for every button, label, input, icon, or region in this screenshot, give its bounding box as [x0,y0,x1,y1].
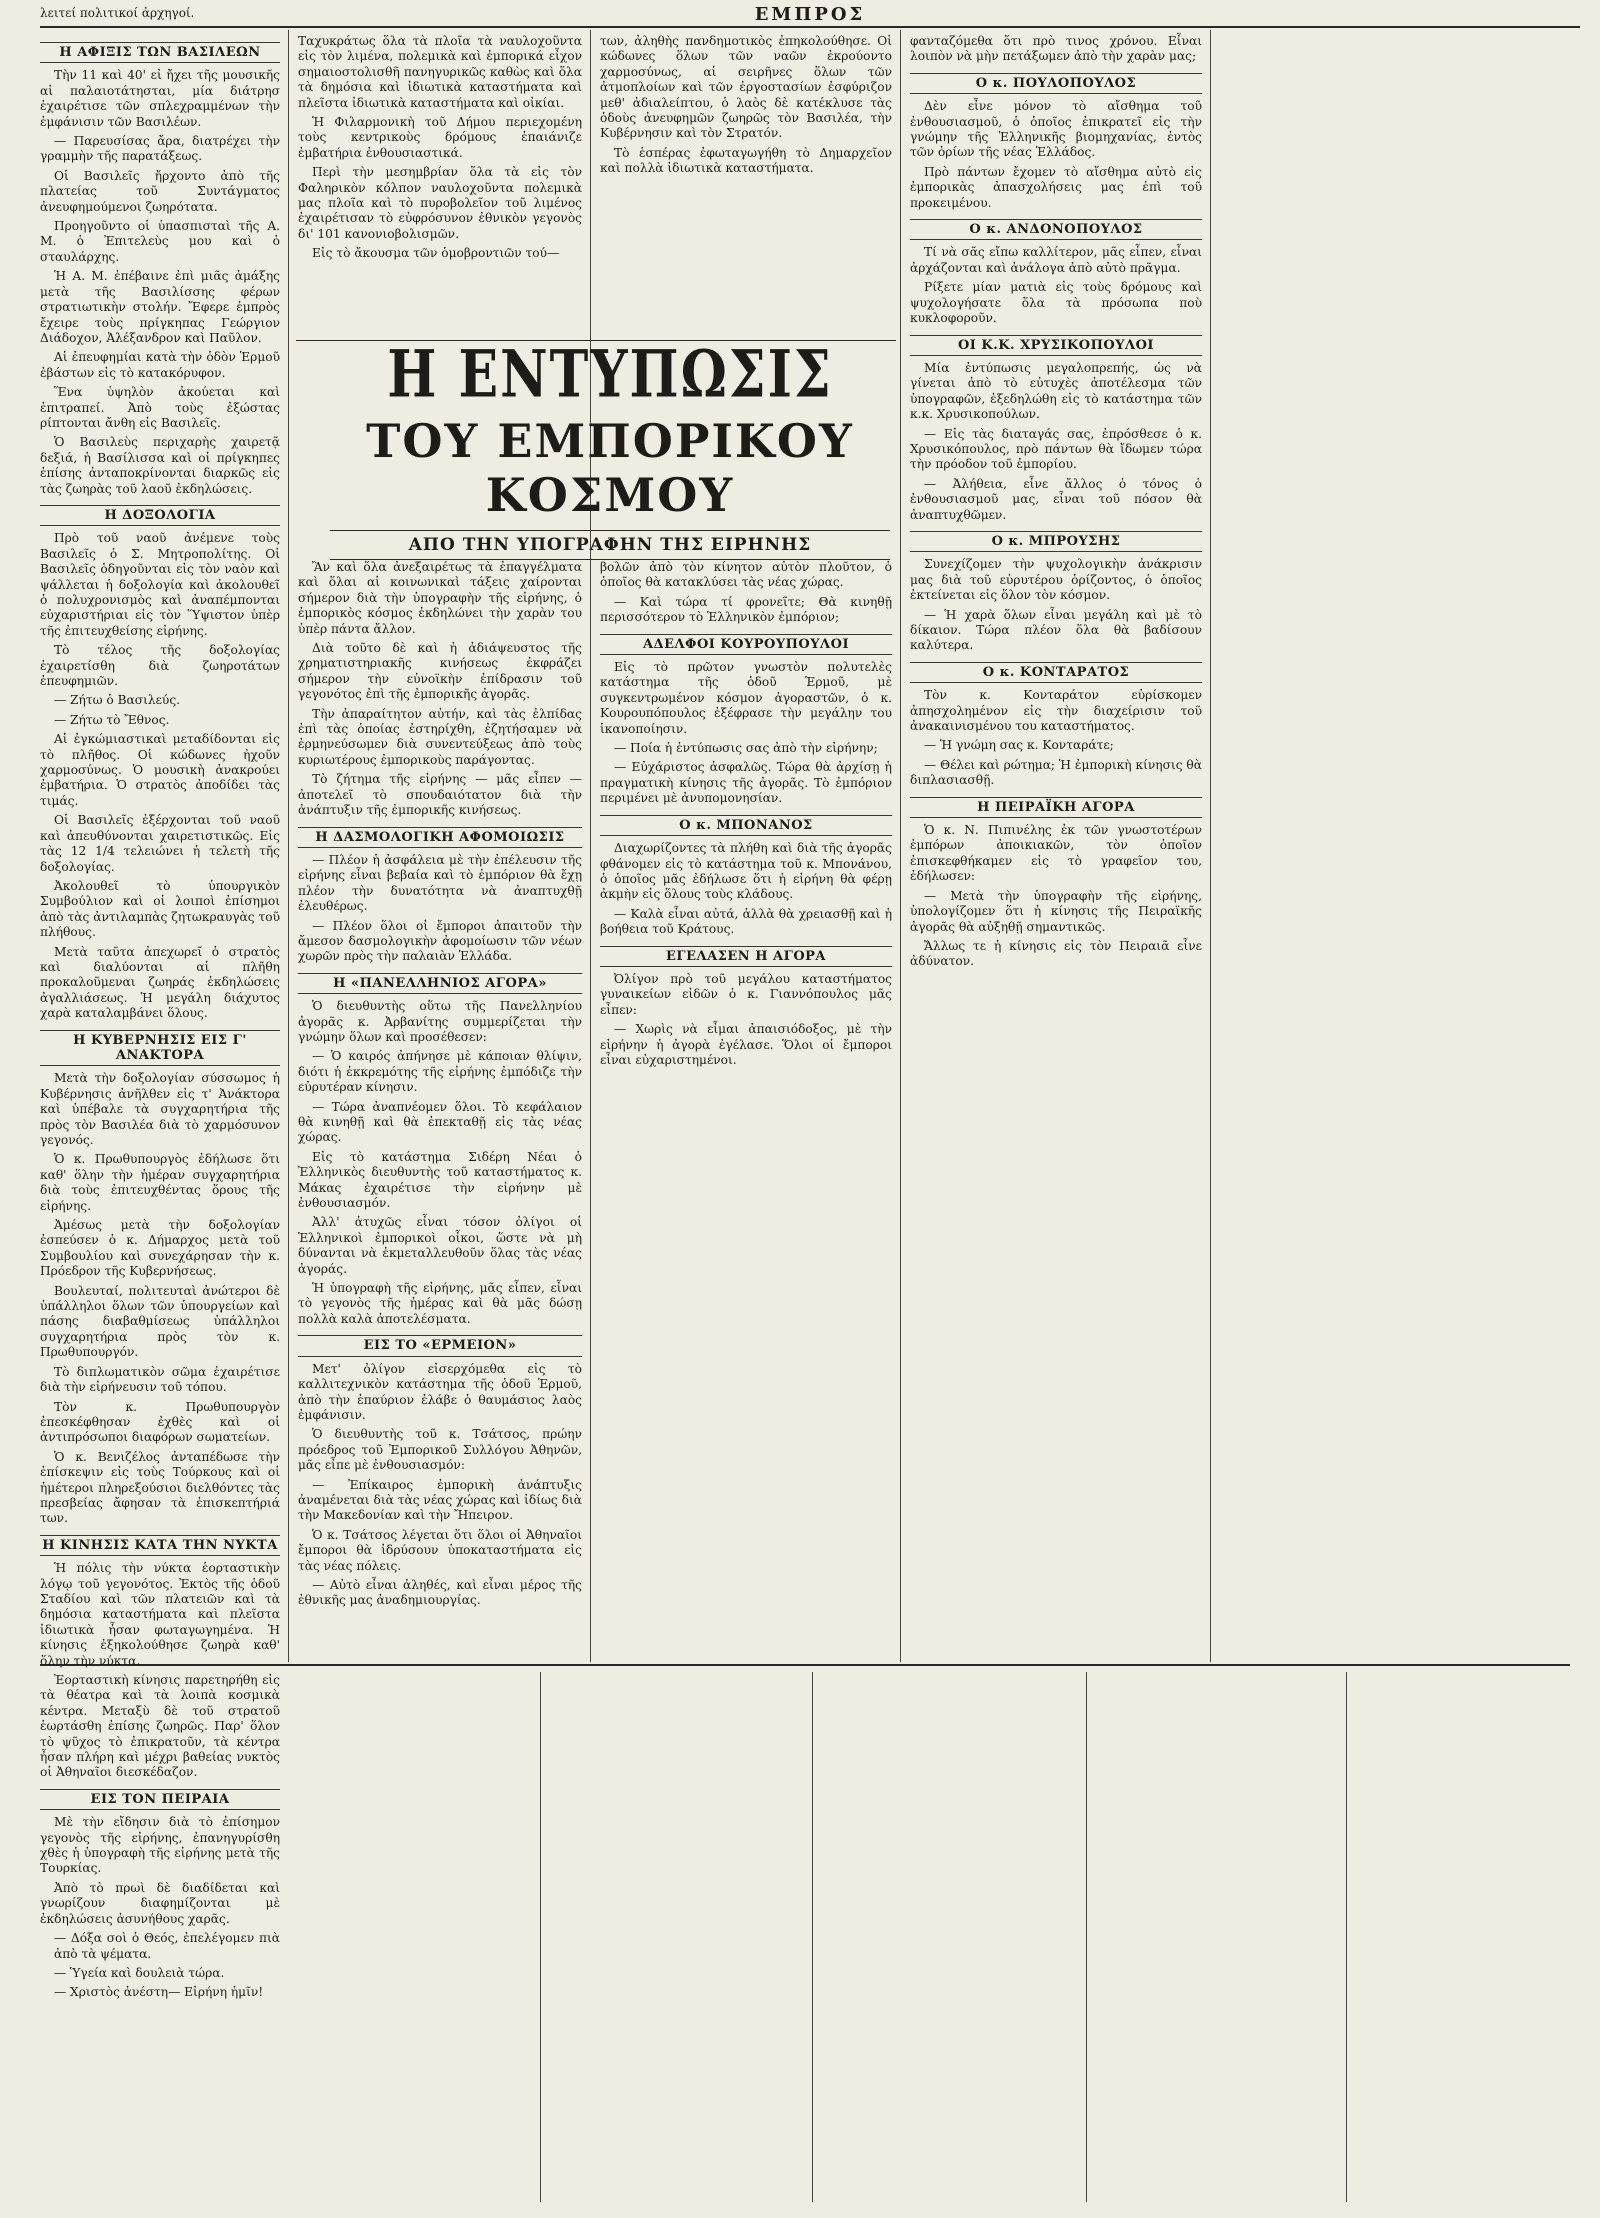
paragraph: Ὁ κ. Ν. Πιπινέλης ἐκ τῶν γνωστοτέρων ἐμπόρων ἀποικιακῶν, τὸν ὁποῖον ἐπισκεφθήκαμεν εἰς τὸ γραφεῖον του, ἐδήλωσεν: [910,823,1202,884]
paragraph: Ἀπὸ τὸ πρωὶ δὲ διαδίδεται καὶ γνωρίζουν διαφημίζονται μὲ ἐκδηλώσεις ἀσυνήθους χαρᾶς. [40,1880,280,1926]
column-rule [1346,1672,1347,2202]
heading-peiraiki-agora: Η ΠΕΙΡΑΪΚΗ ΑΓΟΡΑ [910,797,1202,818]
paragraph: Πρὸ τοῦ ναοῦ ἀνέμενε τοὺς Βασιλεῖς ὁ Σ. Μητροπολίτης. Οἱ Βασιλεῖς ὁδηγοῦνται εἰς τὸν ναὸν καὶ ψάλλεται ἡ δοξολογία καὶ ἀκολουθεῖ ὁ πολυχρονισμὸς καὶ ἀναπέμπονται εὐχαριστήριαι εἰς τὸν Ὕψιστον ὑπὲρ τῆς ἐπιτευχθείσης εἰρήνης. [40,531,280,638]
heading-ermeion: ΕΙΣ ΤΟ «ΕΡΜΕΙΟΝ» [298,1335,582,1356]
paragraph: Οἱ Βασιλεῖς ἐξέρχονται τοῦ ναοῦ καὶ ἀπευθύνονται χαιρετιστικῶς. Εἰς τὰς 12 1/4 τελειώνει ἡ τελετὴ τῆς δοξολογίας. [40,813,280,874]
headline-line-1: Η ΕΝΤΥΠΩΣΙΣ [387,336,833,413]
headline-subtitle: ΑΠΟ ΤΗΝ ΥΠΟΓΡΑΦΗΝ ΤΗΣ ΕΙΡΗΝΗΣ [330,530,890,560]
heading-afixis: Η ΑΦΙΞΙΣ ΤΩΝ ΒΑΣΙΛΕΩΝ [40,42,280,63]
paragraph: Μετὰ ταῦτα ἀπεχωρεῖ ὁ στρατὸς καὶ διαλύονται αἱ πλῆθη προκαλοῦμεναι ζωηράς ἐκδηλώσεις ἀγαλλιάσεως. Ἡ μεγάλη διάχυτος χαρὰ καταλαμβάνει ὅλους. [40,944,280,1021]
column-3-bottom [600,560,892,1660]
dialogue-line: — Χριστὸς ἀνέστη— Εἰρήνη ἡμῖν! [54,1985,264,2000]
paragraph: Ὁ κ. Τσάτσος λέγεται ὅτι ὅλοι οἱ Ἀθηναῖοι ἔμποροι θὰ ἱδρύσουν ὑποκαταστήματα εἰς τὰς νέας πόλεις. [298,1527,582,1573]
column-rule [900,30,901,1662]
paragraph: — Εὐχάριστος ἀσφαλῶς. Τώρα θὰ ἀρχίσῃ ἡ πραγματικὴ κίνησις τῆς ἀγορᾶς. Τὸ ἐμπόριον περιμένει μὲ ἀνυπομονησίαν. [600,760,892,806]
paragraph: Διαχωρίζοντες τὰ πλήθη καὶ διὰ τῆς ἀγορᾶς φθάνομεν εἰς τὸ κατάστημα τοῦ κ. Μπονάνου, ὁ ὁποῖος μᾶς ἐδήλωσε ὅτι ἡ εἰρήνη θὰ φέρῃ ἀκμὴν εἰς ὅλους τοὺς κλάδους. [600,841,892,902]
paragraph: Συνεχίζομεν τὴν ψυχολογικὴν ἀνάκρισιν μας διὰ τοῦ εὐρυτέρου ὁρίζοντος, ὁ ὁποῖος ἐκτείνεται εἰς ὅλον τὸν κόσμον. [910,557,1202,603]
column-4 [910,34,1202,1660]
paragraph: Ὁ διευθυντὴς τοῦ κ. Τσάτσος, πρώην πρόεδρος τοῦ Ἐμπορικοῦ Συλλόγου Ἀθηνῶν, μᾶς εἶπε μὲ ἐνθουσιασμόν: [298,1427,582,1473]
heading-kyvernisis: Η ΚΥΒΕΡΝΗΣΙΣ ΕΙΣ Γ' ΑΝΑΚΤΟΡΑ [40,1030,280,1067]
heading-kinisis: Η ΚΙΝΗΣΙΣ ΚΑΤΑ ΤΗΝ ΝΥΚΤΑ [40,1535,280,1556]
paragraph: Τί νὰ σᾶς εἴπω καλλίτερον, μᾶς εἶπεν, εἶναι ἀρχάζονται καὶ ἀνάλογα ἀπὸ αὐτὸ πρᾶγμα. [910,245,1202,275]
paragraph: Ἀκολουθεῖ τὸ ὑπουργικὸν Συμβούλιον καὶ οἱ λοιποὶ ἐπίσημοι ἀπὸ τὰς ἀντιλαμπὰς ζητωκραυγὰς τοῦ πλήθους. [40,878,280,940]
column-rule [540,1672,541,2202]
paragraph: Αἱ ἐγκώμιαστικαὶ μεταδίδονται εἰς τὸ πλῆθος. Οἱ κώδωνες ἠχοῦν χαρμοσύνως. Ὁ μουσικὴ ἀνακρούει ἐμβατήρια. Ὁ στρατὸς ἀποδίδει τὰς τιμάς. [40,732,280,808]
paragraph: φανταζόμεθα ὅτι πρὸ τινος χρόνου. Εἶναι λοιπὸν νὰ μὴν πετάξωμεν ἀπὸ τὴν χαρὰν μας; [910,34,1202,64]
paragraph: των, ἀληθὴς πανδημοτικὸς ἐπηκολούθησε. Οἱ κώδωνες ὅλων τῶν ναῶν ἐκρούοντο χαρμοσύνως, αἱ σειρῆνες ὅλων τῶν ἀτμοπλοίων καὶ τῶν ἐργοστασίων ἐσφύριζον μεθ' ἀδιαλείπτου, ὁ λαὸς δὲ κατέκλυσε τὰς ὁδοὺς ἀνευφημῶν ζωηρῶς τὸν Βασιλέα, τὴν Κυβέρνησιν καὶ τὸν Στρατόν. [600,34,892,141]
paragraph: — Αὐτὸ εἶναι ἀληθές, καὶ εἶναι μέρος τῆς ἐθνικῆς μας ἀναδημιουργίας. [298,1577,582,1608]
paragraph: — Ἀλήθεια, εἶνε ἄλλος ὁ τόνος ὁ ἐνθουσιασμοῦ μας, εἶναι τοῦ πόσον θὰ ἀναπτυχθῶμεν. [910,476,1202,522]
paragraph: Προηγοῦντο οἱ ὑπασπισταὶ τῆς Α. Μ. ὁ Ἐπιτελεὺς μου καὶ ὁ σταυλάρχης. [40,219,280,264]
paragraph: — Μετὰ τὴν ὑπογραφὴν τῆς εἰρήνης, ὑπολογίζομεν ὅτι ἡ κίνησις τῆς Πειραϊκῆς ἀγορᾶς θὰ αὐξηθῇ σημαντικῶς. [910,888,1202,934]
heading-kontaratos: Ο κ. ΚΟΝΤΑΡΑΤΟΣ [910,662,1202,683]
heading-brousis: Ο κ. ΜΠΡΟΥΣΗΣ [910,531,1202,552]
paragraph: Τὸν κ. Κονταράτον εὑρίσκομεν ἀπησχολημένον εἰς τὴν διαχείρισιν τοῦ ἀνακαινισμένου του καταστήματος. [910,688,1202,734]
masthead-left-text: λειτεί πολιτικοί ἀρχηγοί. [40,6,195,20]
heading-egelasen: ΕΓΕΛΑΣΕΝ Η ΑΓΟΡΑ [600,946,892,967]
heading-doxologia: Η ΔΟΞΟΛΟΓΙΑ [40,505,280,526]
column-rule [288,30,289,1662]
paragraph: — Ἡ γνώμη σας κ. Κονταράτε; [924,738,1114,753]
column-rule [812,1672,813,2202]
paragraph: Εἰς τὸ ἄκουσμα τῶν ὁμοβροντιῶν τού— [312,246,560,261]
dialogue-line: — Ζήτω τὸ Ἔθνος. [54,712,170,727]
dialogue-line: — Ὑγεία καὶ δουλειὰ τώρα. [54,1965,225,1980]
paragraph: — Ποία ἡ ἐντύπωσις σας ἀπὸ τὴν εἰρήνην; [614,741,878,756]
heading-poulopoulos: Ο κ. ΠΟΥΛΟΠΟΥΛΟΣ [910,73,1202,94]
paragraph: Ὁ διευθυντὴς οὕτω τῆς Πανελληνίου ἀγορᾶς κ. Ἀρβανίτης συμμερίζεται τὴν γνώμην ὅλων καὶ προσέθεσεν: [298,999,582,1044]
column-rule [590,30,591,1662]
paragraph: Δὲν εἶνε μόνον τὸ αἴσθημα τοῦ ἐνθουσιασμοῦ, ὁ ὁποῖος ἐπικρατεῖ εἰς τὴν γνώμην τῆς Ἑλληνικῆς βιομηχανίας, ἐντὸς τῶν ὁρίων τῆς νέας Ἑλλάδος. [910,99,1202,160]
masthead [40,6,1580,28]
paragraph: Ἐορταστικὴ κίνησις παρετηρήθη εἰς τὰ θέατρα καὶ τὰ λοιπὰ κοσμικὰ κέντρα. Μεταξὺ δὲ τοῦ στρατοῦ ἑωρτάσθη ἐπίσης ζωηρῶς. Παρ' ὅλον τὸ ψῦχος τὸ ἐπικρατοῦν, τὰ κέντρα ἦσαν πλήρη καὶ μέχρι βαθείας νυκτὸς οἱ Ἀθηναῖοι διεσκέδαζον. [40,1673,280,1780]
paragraph: Ἂν καὶ ὅλα ἀνεξαιρέτως τὰ ἐπαγγέλματα καὶ ὅλαι αἱ κοινωνικαὶ τάξεις χαίρονται σήμερον διὰ τὴν ὑπογραφὴν τῆς εἰρήνης, ὁ ἐμπορικὸς κόσμος ἐκδηλώνει τὴν χαρὰν του ὑπὲρ πάντα ἄλλον. [298,560,582,636]
paragraph: Μετὰ τὴν δοξολογίαν σύσσωμος ἡ Κυβέρνησις ἀνῆλθεν εἰς τ' Ἀνάκτορα καὶ ὑπέβαλε τὰ συγχαρητήρια τῆς πρὸς τὸν Βασιλέα διὰ τὸ χαρμόσυνον γεγονός. [40,1071,280,1147]
paragraph: — Καὶ τώρα τί φρονεῖτε; Θὰ κινηθῇ περισσότερον τὸ Ἑλληνικὸν ἐμπόριον; [600,594,892,625]
paragraph: Ἀλλ' ἀτυχῶς εἶναι τόσον ὀλίγοι οἱ Ἑλληνικοὶ ἐμπορικοὶ οἶκοι, ὥστε νὰ μὴ δύνανται νὰ ἐκμεταλλευθοῦν ὅλας τὰς νέας ἀγοράς. [298,1215,582,1276]
dialogue-line: — Ζήτω ὁ Βασιλεύς. [54,693,181,708]
paragraph: Οἱ Βασιλεῖς ἤρχοντο ἀπὸ τῆς πλατείας τοῦ Συντάγματος ἀνευφημούμενοι ζωηρότατα. [40,168,280,214]
paragraph: Πρὸ πάντων ἔχομεν τὸ αἴσθημα αὐτὸ εἰς ἐμπορικὰς ἀπασχολήσεις μας ἐπὶ τοῦ προκειμένου. [910,164,1202,210]
paragraph: — Πλέον ἡ ἀσφάλεια μὲ τὴν ἐπέλευσιν τῆς εἰρήνης εἶναι βεβαία καὶ τὸ ἐμπόριον θὰ ἔχῃ πλέον τὴν δυνατότητα νὰ ἀναπτυχθῇ ἐλευθέρως. [298,852,582,914]
paragraph: Ταχυκράτως ὅλα τὰ πλοῖα τὰ ναυλοχοῦντα εἰς τὸν λιμένα, πολεμικὰ καὶ ἐμπορικά εἶχον σημαιοστολισθῆ πανηγυρικῶς καθὼς καὶ ὅλα τὰ δημόσια καὶ ἰδιωτικὰ καταστήματα καὶ πλεῖστα ἰδιωτικὰ καταστήματα καὶ οἰκίαι. [298,34,582,110]
paragraph: Τὴν 11 καὶ 40' εἰ ἤχει τῆς μουσικῆς αἱ παλαιοτάτησται, μία διάτρησ ἐχαιρέτισε τῶν σπλεχραμμένων τὴν ἐμφάνισιν τῶν Βασιλέων. [40,68,280,129]
heading-kouroupouloi: ΑΔΕΛΦΟΙ ΚΟΥΡΟΥΠΟΥΛΟΙ [600,634,892,655]
paragraph: Ἡ Φιλαρμονικὴ τοῦ Δήμου περιεχομένη τοὺς κεντρικοὺς δρόμους ἐπαιάνιζε ἐμβατήρια ἐνθουσιαστικά. [298,115,582,160]
paragraph: — Ὁ καιρός ἀπήνησε μὲ κάποιαν θλίψιν, διότι ἡ ἐκκρεμότης τῆς εἰρήνης ἐμπόδιζε τὴν εὐρυτέραν κίνησιν. [298,1049,582,1095]
paragraph: Μετ' ὀλίγον εἰσερχόμεθα εἰς τὸ καλλιτεχνικὸν κατάστημα τῆς ὁδοῦ Ἑρμοῦ, ἀπὸ τὴν ἐπαύριον ἐλάβε ὁ θαυμάσιος λαὸς ἐμφάνισιν. [298,1361,582,1422]
paragraph: Περὶ τὴν μεσημβρίαν ὅλα τὰ εἰς τὸν Φαληρικὸν κόλπον ναυλοχοῦντα πολεμικὰ μας πλοῖα καὶ τὸ πυροβολεῖον τοῦ λιμένος ἐχαιρέτισαν τὸ εὐφρόσυνον ἐθνικὸν γεγονὸς δι' 101 κανονιοβολισμῶν. [298,165,582,241]
paragraph: Ὁ κ. Πρωθυπουργὸς ἐδήλωσε ὅτι καθ' ὅλην τὴν ἡμέραν συγχαρητήρια διὰ τοὺς ἐπιτευχθέντας ὅρους τῆς εἰρήνης. [40,1152,280,1213]
paragraph: Εἰς τὸ κατάστημα Σιδέρη Νέαι ὁ Ἐλληνικὸς διευθυντὴς τοῦ καταστήματος κ. Μάκας ἐχαιρέτισε τὴν εἰρήνην μὲ ἐνθουσιασμόν. [298,1149,582,1211]
paragraph: Βουλευταί, πολιτευταὶ ἀνώτεροι δὲ ὑπάλληλοι ὅλων τῶν ὑπουργείων καὶ πάσης διαβαθμίσεως ὑπάλληλοι συγχαρητήρια πρὸς τὸν κ. Πρωθυπουργόν. [40,1283,280,1360]
paragraph: — Καλὰ εἶναι αὐτά, ἀλλὰ θὰ χρειασθῇ καὶ ἡ βοήθεια τοῦ Κράτους. [600,906,892,937]
column-rule [1210,30,1211,1662]
paragraph: Ἡ ὑπογραφὴ τῆς εἰρήνης, μᾶς εἶπεν, εἶναι τὸ γεγονὸς τῆς ἡμέρας καὶ θὰ μᾶς δώσῃ πολλὰ καλὰ ἀποτελέσματα. [298,1281,582,1326]
paragraph: — Ἐπίκαιρος ἐμπορικὴ ἀνάπτυξις ἀναμένεται διὰ τὰς νέας χώρας καὶ ἰδίως διὰ τὴν Μακεδονίαν καὶ τὴν Ἤπειρον. [298,1477,582,1523]
column-2-bottom [298,560,582,1660]
dialogue-line: — Δόξα σοὶ ὁ Θεός, ἐπελέγομεν πιὰ ἀπὸ τὰ ψέματα. [54,1931,280,1961]
column-3-top [600,34,892,334]
heading-bonanos: Ο κ. ΜΠΟΝΑΝΟΣ [600,815,892,836]
paragraph: Τὸ ζήτημα τῆς εἰρήνης — μᾶς εἶπεν — ἀποτελεῖ τὸ σπουδαιότατον διὰ τὴν ἀνάπτυξιν τῆς ἐμπορικῆς κινήσεως. [298,772,582,818]
column-rule [1086,1672,1087,2202]
heading-panellinios: Η «ΠΑΝΕΛΛΗΝΙΟΣ ΑΓΟΡΑ» [298,973,582,994]
paragraph: — Πλέον ὅλοι οἱ ἔμποροι ἀπαιτοῦν τὴν ἄμεσον δασμολογικὴν ἀφομοίωσιν τῶν νέων χωρῶν πρὸς τὴν παλαιὰν Ἑλλάδα. [298,918,582,964]
headline-line-2: ΤΟΥ ΕΜΠΟΡΙΚΟΥ ΚΟΣΜΟΥ [366,414,854,522]
paragraph: Μὲ τὴν εἴδησιν διὰ τὸ ἐπίσημον γεγονὸς τῆς εἰρήνης, ἐπανηγυρίσθη χθὲς ἡ ὑπογραφὴ τῆς εἰρήνης μετὰ τῆς Τουρκίας. [40,1815,280,1876]
column-2-top [298,34,582,334]
paragraph: — Θέλει καὶ ρώτημα; Ἡ ἐμπορικὴ κίνησις θὰ διπλασιασθῇ. [910,757,1202,788]
heading-chrysikopouloi: ΟΙ Κ.Κ. ΧΡΥΣΙΚΟΠΟΥΛΟΙ [910,335,1202,356]
paragraph: Ἡ πόλις τὴν νύκτα ἑορταστικὴν λόγῳ τοῦ γεγονότος. Ἐκτὸς τῆς ὁδοῦ Σταδίου καὶ τῶν πλατειῶν καὶ τὰ δημόσια καταστήματα καὶ πλεῖστα ἰδιωτικὰ ἦσαν φωταγωγημένα. Ἡ κίνησις ἐξηκολούθησε ζωηρὰ καθ' ὅλην τὴν νύκτα. [40,1561,280,1668]
paragraph: Ἄλλως τε ἡ κίνησις εἰς τὸν Πειραιᾶ εἶνε ἀδύνατον. [910,938,1202,969]
paragraph: Τὸ ἑσπέρας ἐφωταγωγήθη τὸ Δημαρχεῖον καὶ πολλὰ ἰδιωτικὰ καταστήματα. [600,145,892,176]
heading-peiraia: ΕΙΣ ΤΟΝ ΠΕΙΡΑΙΑ [40,1789,280,1810]
paragraph: Ὁ κ. Βενιζέλος ἀνταπέδωσε τὴν ἐπίσκεψιν εἰς τοὺς Τούρκους καὶ οἱ ἡμέτεροι πληρεξούσιοι διελθόντες τὰς πρεσβείας ἄφησαν τὰ ἐπισκεπτήριά των. [40,1449,280,1526]
paragraph: Διὰ τοῦτο δὲ καὶ ἡ ἀδιάψευστος τῆς χρηματιστηριακῆς κινήσεως ἐκφράζει σήμερον τὴν εὐνοϊκὴν ἐπίδρασιν τοῦ γεγονότος ἐπὶ τῆς ἐμπορικῆς ἀγορᾶς. [298,641,582,702]
paragraph: — Χωρὶς νὰ εἶμαι ἀπαισιόδοξος, μὲ τὴν εἰρήνην ἡ ἀγορὰ ἐγέλασε. Ὅλοι οἱ ἔμποροι εἶναι εὐχαριστημένοι. [600,1022,892,1067]
paragraph: Τὸν κ. Πρωθυπουργὸν ἐπεσκέφθησαν ἐχθὲς καὶ οἱ ἀντιπρόσωποι διαφόρων σωματείων. [40,1399,280,1445]
paragraph: — Ἡ χαρὰ ὅλων εἶναι μεγάλη καὶ μὲ τὸ δίκαιον. Τώρα πλέον ὅλα θὰ βαδίσουν καλύτερα. [910,607,1202,653]
paragraph: Ἕνα ὑψηλὸν ἀκούεται καὶ ἐπιτραπεί. Ἀπὸ τοὺς ἐξώστας ρίπτονται ἄνθη εἰς Βασιλεῖς. [40,385,280,430]
paragraph: — Παρευσίσας ἄρα, διατρέχει τὴν γραμμὴν τῆς παρατάξεως. [40,134,280,164]
paragraph: Αἱ ἐπευφημίαι κατὰ τὴν ὁδὸν Ἑρμοῦ ἐβάστων εἰς τὸ κατακόρυφον. [40,350,280,380]
column-1 [40,34,280,2000]
paragraph: Ὁ Βασιλεὺς περιχαρὴς χαιρετᾷ δεξιά, ἡ Βασίλισσα καὶ οἱ πρίγκηπες ἐπίσης ἀνταποκρίνονται διαρκῶς εἰς τὰς ζωηρὰς τοῦ λαοῦ ἐκδηλώσεις. [40,435,280,496]
paragraph: Τὴν ἀπαραίτητον αὐτήν, καὶ τὰς ἐλπίδας ἐπὶ τὰς ὁποίας ἐστηρίχθη, ἐζητήσαμεν νὰ ἐρμηνεύσωμεν διὰ συνεντεύξεως ἀπὸ τοὺς κυριωτέρους ἐμπορικοὺς παράγοντας. [298,706,582,767]
main-headline [330,336,890,560]
heading-dasmologiki: Η ΔΑΣΜΟΛΟΓΙΚΗ ΑΦΟΜΟΙΩΣΙΣ [298,827,582,848]
paragraph: Τὸ διπλωματικὸν σῶμα ἐχαιρέτισε διὰ τὴν εἰρήνευσιν τοῦ τόπου. [40,1364,280,1395]
paragraph: — Εἰς τὰς διαταγάς σας, ἐπρόσθεσε ὁ κ. Χρυσικόπουλος, πρὸ πάντων θὰ ἴδωμεν τώρα τὴν πρόοδον τοῦ ἐμπορίου. [910,426,1202,472]
heading-andonopoulos: Ο κ. ΑΝΔΟΝΟΠΟΥΛΟΣ [910,219,1202,240]
paragraph: Ρίξετε μίαν ματιὰ εἰς τοὺς δρόμους καὶ ψυχολογήσατε ὅλα τὰ πρόσωπα ποὺ κυκλοφοροῦν. [910,280,1202,326]
paragraph: — Τώρα ἀναπνέομεν ὅλοι. Τὸ κεφάλαιον θὰ κινηθῇ καὶ θὰ ἐπεκταθῇ εἰς τὰς νέας χώρας. [298,1099,582,1145]
newspaper-title: ΕΜΠΡΟΣ [754,4,866,25]
paragraph: Τὸ τέλος τῆς δοξολογίας ἐχαιρετίσθη διὰ ζωηροτάτων ἐπευφημιῶν. [40,643,280,689]
paragraph: Ἡ Α. Μ. ἐπέβαινε ἐπὶ μιᾶς ἀμάξης μετὰ τῆς Βασιλίσσης φέρων στρατιωτικὴν στολήν. Ἔφερε ἐμπρὸς ἔχειρε τοὺς πρίγκηπας Γεώργιον Διάδοχον, Ἀλέξανδρον καὶ Παῦλον. [40,269,280,345]
paragraph: Ἀμέσως μετὰ τὴν δοξολογίαν ἐσπεύσεν ὁ κ. Δήμαρχος μετὰ τοῦ Συμβουλίου καὶ συνεχάρησαν τὴν κ. Πρόεδρον τῆς Κυβερνήσεως. [40,1218,280,1279]
paragraph: Εἰς τὸ πρῶτον γνωστὸν πολυτελὲς κατάστημα τῆς ὁδοῦ Ἑρμοῦ, μὲ συγκεντρωμένον κόσμον ἀγοραστῶν, ὁ κ. Κουρουπόπουλος ἐξέφρασε τὴν μεγάλην του ἱκανοποίησιν. [600,660,892,736]
paragraph: Μία ἐντύπωσις μεγαλοπρεπής, ὡς νὰ γίνεται ἀπὸ τὸ εὐτυχὲς ἀποτέλεσμα τῶν ὑπογραφῶν, ἐξεδηλώθη εἰς τὸ κατάστημα τῶν κ.κ. Χρυσικοπούλων. [910,360,1202,422]
paragraph: βολῶν ἀπὸ τὸν κίνητον αὐτὸν πλοῦτον, ὁ ὁποῖος θὰ κατακλύσει τὰς νέας χώρας. [600,560,892,590]
paragraph: Ὀλίγον πρὸ τοῦ μεγάλου καταστήματος γυναικείων εἰδῶν ὁ κ. Γιαννόπουλος μᾶς εἶπεν: [600,971,892,1017]
